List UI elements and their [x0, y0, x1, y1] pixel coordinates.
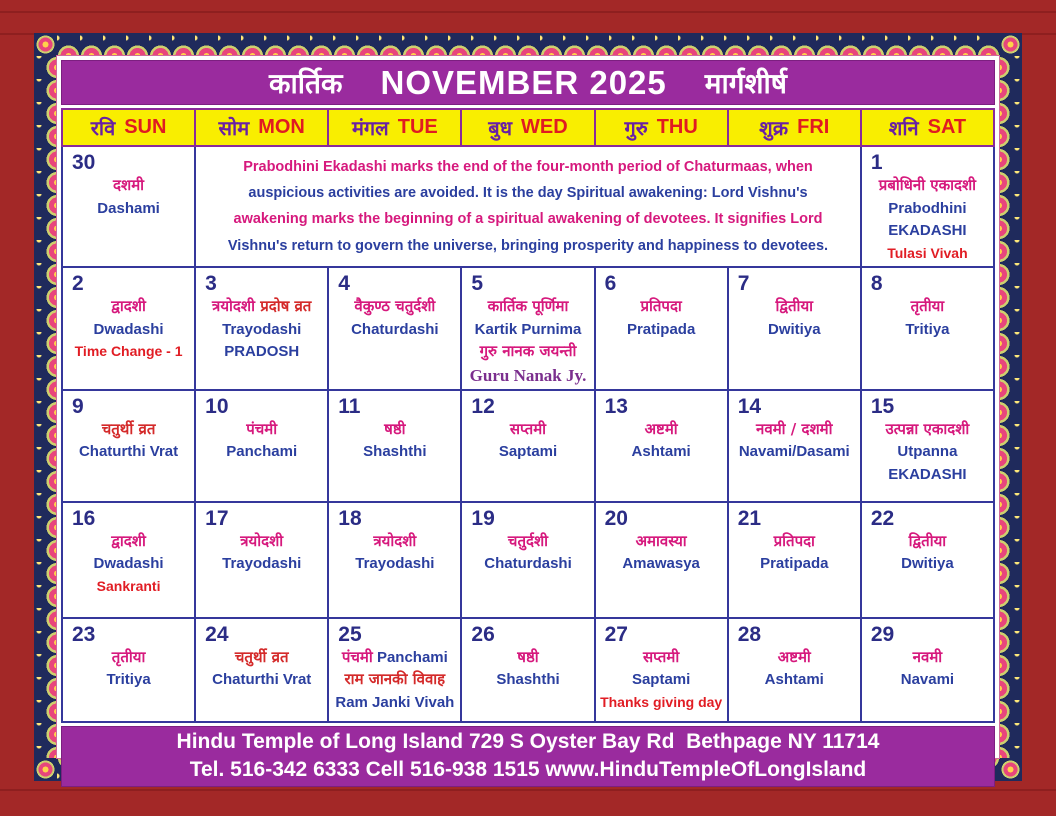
tithi-text: Chaturthi Vrat	[212, 671, 312, 689]
day-cell-3	[195, 267, 328, 390]
tithi-line	[598, 553, 725, 576]
date-number: 24	[205, 622, 229, 646]
tithi-text: तृतीया	[910, 296, 945, 315]
tithi-line	[864, 647, 991, 670]
tithi-text: द्वितीया	[908, 531, 947, 550]
tithi-line	[864, 464, 991, 487]
tithi-text: Saptami	[631, 671, 691, 689]
calendar-week-row	[62, 267, 994, 390]
tithi-text: अष्टमी	[644, 419, 678, 438]
tithi-line	[331, 553, 458, 576]
tithi-lines	[63, 645, 194, 692]
day-cell-16	[62, 502, 195, 618]
tithi-line	[198, 669, 325, 692]
tithi-lines	[862, 417, 993, 487]
tithi-line	[598, 419, 725, 442]
date-number: 4	[338, 271, 350, 295]
tithi-lines	[596, 417, 727, 464]
day-cell-6	[595, 267, 728, 390]
date-number: 27	[604, 622, 628, 646]
tithi-lines	[196, 645, 327, 692]
tithi-line	[864, 198, 991, 221]
tithi-line	[198, 441, 325, 464]
tithi-text: Navami/Dasami	[738, 443, 850, 461]
tithi-line	[198, 296, 325, 319]
day-cell-18	[328, 502, 461, 618]
footer-bar	[61, 726, 995, 787]
day-header-row	[62, 109, 994, 146]
tithi-text: षष्ठी	[517, 647, 539, 666]
tithi-text: प्रबोधिनी एकादशी	[878, 176, 977, 194]
tithi-text: पंचमी	[246, 419, 278, 438]
day-cell-29	[861, 618, 994, 722]
tithi-lines	[462, 294, 593, 389]
day-header-english: SAT	[927, 116, 967, 138]
tithi-line	[198, 419, 325, 442]
day-header-english: TUE	[397, 116, 438, 138]
date-number: 11	[338, 394, 361, 418]
calendar-week-row	[62, 390, 994, 502]
day-cell-14	[728, 390, 861, 502]
day-header-english: THU	[656, 116, 698, 138]
tithi-lines	[196, 529, 327, 576]
tithi-text: Prabodhini	[888, 199, 967, 217]
day-cell-20	[595, 502, 728, 618]
tithi-line	[864, 319, 991, 342]
day-cell-9	[62, 390, 195, 502]
tithi-line	[731, 441, 858, 464]
date-number: 12	[471, 394, 495, 418]
tithi-text: चतुर्दशी	[507, 531, 549, 550]
tithi-text: द्वादशी	[111, 296, 146, 315]
day-cell-13	[595, 390, 728, 502]
tithi-lines	[329, 645, 460, 715]
day-header-hindi: शनि	[888, 116, 919, 140]
tithi-text: Ashtami	[764, 671, 824, 689]
day-cell-12	[461, 390, 594, 502]
tithi-text: पंचमी	[341, 647, 373, 666]
date-number: 13	[604, 394, 628, 418]
tithi-line	[331, 531, 458, 554]
tithi-text: चतुर्थी व्रत	[234, 647, 289, 666]
tithi-line	[864, 220, 991, 243]
tithi-line	[198, 553, 325, 576]
tithi-line	[864, 296, 991, 319]
tithi-text: प्रदोष व्रत	[254, 296, 312, 315]
tithi-line	[331, 319, 458, 342]
tithi-text: Saptami	[498, 443, 558, 461]
day-header-fri	[728, 109, 861, 146]
day-header-english: WED	[521, 116, 568, 138]
day-cell-8	[861, 267, 994, 390]
calendar-week-row	[62, 618, 994, 722]
tithi-line	[598, 669, 725, 692]
tithi-text: Trayodashi	[222, 555, 302, 573]
tithi-line	[731, 553, 858, 576]
day-cell-11	[328, 390, 461, 502]
day-cell-23	[62, 618, 195, 722]
date-number: 14	[737, 394, 762, 418]
tithi-line	[331, 692, 458, 715]
tithi-text: त्रयोदशी	[373, 531, 417, 550]
festival-message-line: auspicious activities are avoided. It is the day Spiritual awakening: Lord Vishnu's	[248, 185, 808, 202]
tithi-lines	[862, 294, 993, 341]
tithi-lines	[596, 529, 727, 576]
tithi-line	[598, 296, 725, 319]
day-cell-15	[861, 390, 994, 502]
border-corner-motif	[34, 33, 57, 56]
tithi-lines	[729, 294, 860, 341]
calendar-week-row	[62, 502, 994, 618]
date-number: 20	[604, 506, 628, 530]
day-cell-7	[728, 267, 861, 390]
border-corner-motif	[999, 758, 1022, 781]
tithi-lines	[462, 529, 593, 576]
date-number: 21	[737, 506, 762, 530]
day-cell-1	[861, 146, 994, 267]
tithi-text: Chaturthi Vrat	[78, 443, 179, 461]
decorative-border-top	[34, 33, 1022, 56]
day-header-tue	[328, 109, 461, 146]
date-number: 6	[604, 271, 617, 295]
temple-address: Hindu Temple of Long Island 729 S Oyster Bay Rd Bethpage NY 11714	[176, 729, 880, 753]
tithi-text: द्वादशी	[111, 531, 146, 550]
day-header-hindi: बुध	[488, 116, 513, 140]
tithi-text: Trayodashi	[355, 555, 435, 573]
tithi-lines	[729, 529, 860, 576]
tithi-text: गुरु नानक जयन्ती	[479, 342, 577, 361]
tithi-line	[65, 175, 192, 198]
tithi-line	[598, 441, 725, 464]
day-cell-4	[328, 267, 461, 390]
tithi-lines	[729, 417, 860, 464]
day-header-english: MON	[258, 116, 305, 138]
tithi-text: राम जानकी विवाह	[344, 670, 446, 689]
date-number: 7	[737, 271, 750, 295]
tithi-text: Ram Janki Vivah	[335, 694, 455, 712]
tithi-line	[864, 441, 991, 464]
tithi-text: Pratipada	[626, 320, 696, 338]
tithi-text: नवमी / दशमी	[756, 419, 833, 438]
festival-message-line: Prabodhini Ekadashi marks the end of the four-month period of Chaturmaas, when	[243, 159, 813, 176]
tithi-line	[598, 692, 725, 715]
day-header-thu	[595, 109, 728, 146]
day-header-sat	[861, 109, 994, 146]
tithi-line	[65, 647, 192, 670]
tithi-text: Tritiya	[905, 320, 950, 338]
tithi-lines	[196, 294, 327, 364]
tithi-text: Navami	[900, 671, 955, 689]
date-number: 28	[737, 622, 762, 646]
calendar-week-row	[62, 146, 994, 267]
tithi-text: प्रतिपदा	[773, 531, 815, 550]
day-cell-24	[195, 618, 328, 722]
tithi-lines	[862, 173, 993, 266]
tithi-text: सप्तमी	[643, 647, 680, 666]
tithi-line	[198, 647, 325, 670]
tithi-text: EKADASHI	[888, 222, 967, 240]
tithi-lines	[862, 645, 993, 692]
tithi-line	[331, 296, 458, 319]
tithi-lines	[63, 173, 194, 220]
tithi-line	[864, 669, 991, 692]
tithi-text: PRADOSH	[224, 343, 300, 361]
date-number: 26	[471, 622, 495, 646]
date-number: 8	[870, 271, 883, 295]
tithi-lines	[596, 294, 727, 341]
day-header-sun	[62, 109, 195, 146]
tithi-text: अष्टमी	[777, 647, 811, 666]
tithi-line	[331, 419, 458, 442]
day-header-wed	[461, 109, 594, 146]
border-corner-motif	[999, 33, 1022, 56]
tithi-lines	[329, 529, 460, 576]
tithi-line	[464, 341, 591, 364]
day-header-mon	[195, 109, 328, 146]
tithi-text: द्वितीया	[775, 296, 814, 315]
calendar-body	[62, 146, 994, 722]
date-number: 16	[72, 506, 96, 530]
tithi-lines	[862, 529, 993, 576]
tithi-line	[331, 647, 458, 670]
tithi-lines	[63, 294, 194, 364]
tithi-line	[464, 553, 591, 576]
title-hindi-month-left: कार्तिक	[269, 66, 343, 100]
tithi-lines	[462, 645, 593, 692]
tithi-lines	[462, 417, 593, 464]
tithi-text: प्रतिपदा	[640, 296, 682, 315]
calendar-inner	[57, 56, 999, 782]
tithi-line	[198, 341, 325, 364]
day-cell-30	[62, 146, 195, 267]
tithi-text: Chaturdashi	[484, 555, 572, 573]
tithi-text: Shashthi	[363, 443, 427, 461]
tithi-line	[65, 576, 192, 599]
date-number: 25	[338, 622, 362, 646]
day-cell-10	[195, 390, 328, 502]
day-cell-5	[461, 267, 594, 390]
tithi-text: Shashthi	[496, 671, 560, 689]
tithi-line	[65, 553, 192, 576]
tithi-line	[731, 296, 858, 319]
tithi-line	[65, 296, 192, 319]
tithi-line	[65, 319, 192, 342]
tithi-line	[731, 647, 858, 670]
tithi-line	[331, 441, 458, 464]
tithi-text: Utpanna	[897, 443, 958, 461]
border-corner-motif	[34, 758, 57, 781]
date-number: 10	[205, 394, 229, 418]
day-cell-25	[328, 618, 461, 722]
tithi-text: Sankranti	[96, 578, 161, 595]
day-header-english: SUN	[124, 116, 167, 138]
tithi-text: Dwadashi	[93, 555, 164, 573]
tithi-text: Dwitiya	[901, 555, 954, 573]
tithi-line	[464, 319, 591, 342]
date-number: 22	[870, 506, 895, 530]
tithi-line	[65, 341, 192, 364]
tithi-line	[598, 319, 725, 342]
tithi-text: तृतीया	[111, 647, 146, 666]
calendar-table	[61, 108, 995, 723]
tithi-line	[864, 243, 991, 266]
tithi-lines	[63, 529, 194, 599]
tithi-line	[731, 531, 858, 554]
date-number: 5	[471, 271, 484, 295]
tithi-line	[464, 647, 591, 670]
tithi-line	[198, 531, 325, 554]
tithi-line	[464, 419, 591, 442]
tithi-line	[464, 441, 591, 464]
tithi-text: Dashami	[97, 199, 160, 217]
festival-message-cell	[195, 146, 861, 267]
tithi-line	[864, 553, 991, 576]
tithi-text: दशमी	[113, 176, 145, 194]
tithi-line	[65, 198, 192, 221]
decorative-border-left	[34, 56, 57, 758]
tithi-lines	[729, 645, 860, 692]
date-number: 3	[205, 271, 217, 295]
tithi-text: Panchami	[372, 648, 448, 666]
tithi-text: Dwadashi	[93, 320, 164, 338]
tithi-line	[864, 419, 991, 442]
tithi-lines	[596, 645, 727, 715]
tithi-text: Panchami	[226, 443, 298, 461]
calendar-poster	[34, 33, 1022, 781]
tithi-text: चतुर्थी व्रत	[101, 419, 156, 438]
tithi-line	[65, 531, 192, 554]
day-header-hindi: रवि	[90, 116, 116, 140]
tithi-text: Ashtami	[631, 443, 691, 461]
festival-message-line: Vishnu's return to govern the universe, bringing prosperity and happiness to devotees.	[227, 237, 829, 254]
festival-message-line: awakening marks the beginning of a spiritual awakening of devotees. It signifies Lord	[233, 211, 823, 228]
tithi-text: नवमी	[912, 647, 943, 666]
tithi-text: त्रयोदशी	[212, 296, 255, 315]
tithi-line	[198, 319, 325, 342]
tithi-line	[864, 531, 991, 554]
tithi-text: उत्पन्ना एकादशी	[885, 419, 970, 438]
day-header-hindi: शुक्र	[759, 116, 789, 140]
day-cell-26	[461, 618, 594, 722]
tithi-text: Chaturdashi	[351, 320, 439, 338]
tithi-line	[65, 419, 192, 442]
tithi-text: Pratipada	[760, 555, 829, 573]
day-cell-27	[595, 618, 728, 722]
tithi-text: Amawasya	[622, 555, 700, 573]
day-cell-17	[195, 502, 328, 618]
date-number: 15	[870, 394, 895, 418]
date-number: 18	[338, 506, 362, 530]
tithi-line	[464, 669, 591, 692]
date-number: 9	[72, 394, 84, 418]
tithi-line	[65, 441, 192, 464]
title-month-year: NOVEMBER 2025	[380, 63, 667, 101]
tithi-line	[598, 531, 725, 554]
tithi-text: कार्तिक पूर्णिमा	[487, 296, 569, 315]
tithi-lines	[63, 417, 194, 464]
title-bar	[61, 60, 995, 105]
tithi-text: Time Change - 1	[74, 343, 183, 360]
tithi-line	[731, 669, 858, 692]
tithi-text: Kartik Purnima	[474, 320, 582, 338]
date-number: 23	[72, 622, 96, 646]
tithi-text: Guru Nanak Jy.	[469, 366, 587, 386]
day-cell-19	[461, 502, 594, 618]
date-number: 29	[870, 622, 895, 646]
temple-contact: Tel. 516-342 6333 Cell 516-938 1515 www.HinduTempleOfLongIsland	[189, 758, 867, 782]
tithi-lines	[196, 417, 327, 464]
tithi-line	[464, 531, 591, 554]
date-number: 1	[870, 151, 883, 174]
tithi-line	[598, 647, 725, 670]
date-number: 2	[72, 271, 84, 295]
tithi-line	[464, 364, 591, 389]
tithi-lines	[329, 417, 460, 464]
tithi-text: Thanks giving day	[600, 694, 723, 711]
tithi-text: त्रयोदशी	[240, 531, 284, 550]
tithi-lines	[329, 294, 460, 341]
tithi-line	[731, 419, 858, 442]
date-number: 17	[205, 506, 229, 530]
day-cell-28	[728, 618, 861, 722]
tithi-text: Tulasi Vivah	[887, 245, 968, 262]
tithi-text: EKADASHI	[888, 466, 967, 484]
day-header-english: FRI	[797, 116, 830, 138]
tithi-line	[65, 669, 192, 692]
day-header-hindi: मंगल	[351, 116, 389, 140]
day-header-hindi: सोम	[218, 116, 250, 140]
tithi-line	[731, 319, 858, 342]
tithi-text: Tritiya	[106, 671, 151, 689]
day-header-hindi: गुरु	[624, 116, 648, 140]
day-cell-22	[861, 502, 994, 618]
tithi-text: वैकुण्ठ चतुर्दशी	[354, 296, 436, 315]
tithi-text: षष्ठी	[384, 419, 406, 438]
day-cell-21	[728, 502, 861, 618]
tithi-text: अमावस्या	[635, 531, 687, 550]
day-cell-2	[62, 267, 195, 390]
tithi-line	[464, 296, 591, 319]
tithi-text: Trayodashi	[222, 320, 302, 338]
title-hindi-month-right: मार्गशीर्ष	[704, 66, 787, 100]
tithi-text: Dwitiya	[768, 320, 821, 338]
date-number: 19	[471, 506, 495, 530]
tithi-text: सप्तमी	[509, 419, 547, 438]
decorative-border-right	[999, 56, 1022, 758]
tithi-line	[864, 175, 991, 198]
tithi-line	[331, 669, 458, 692]
date-number: 30	[72, 151, 96, 174]
